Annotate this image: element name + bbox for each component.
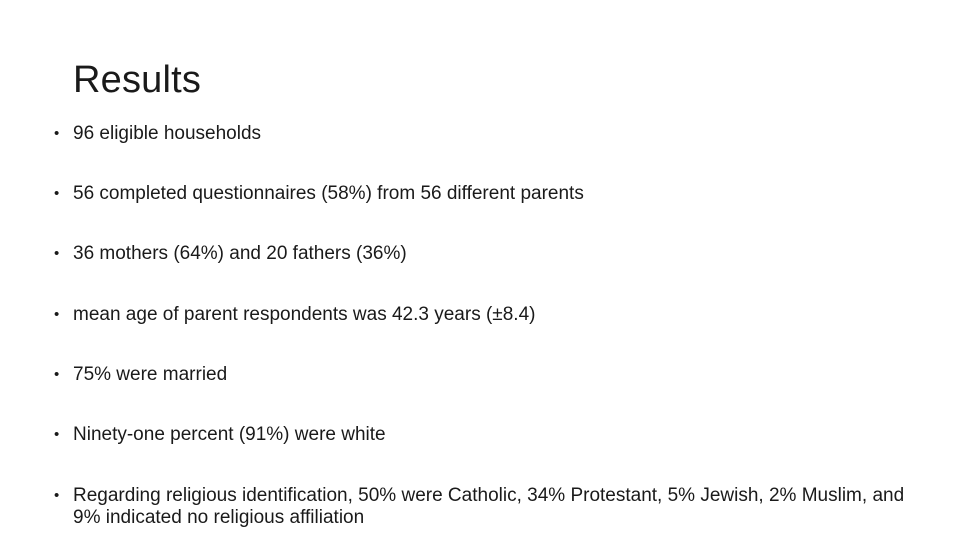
bullet-marker: • [54, 306, 60, 323]
bullet-item [54, 183, 914, 205]
bullet-text: Ninety-one percent (91%) were white [73, 424, 386, 445]
slide-title: Results [73, 59, 202, 101]
bullet-marker: • [54, 125, 60, 142]
bullet-text: Regarding religious identification, 50% were Catholic, 34% Protestant, 5% Jewish, 2% Muslim, and 9% indicated no religious affiliation [73, 485, 905, 528]
bullet-text: 36 mothers (64%) and 20 fathers (36%) [73, 243, 407, 264]
bullet-item [54, 243, 914, 265]
bullet-item [54, 364, 914, 386]
bullet-marker: • [54, 487, 60, 504]
bullet-text: 75% were married [73, 364, 228, 385]
bullet-item [54, 304, 914, 326]
bullet-text: mean age of parent respondents was 42.3 years (±8.4) [73, 304, 536, 325]
bullet-item [54, 424, 914, 446]
bullet-marker: • [54, 185, 60, 202]
bullet-marker: • [54, 426, 60, 443]
bullet-item [54, 123, 914, 145]
bullet-text: 96 eligible households [73, 123, 262, 144]
bullet-marker: • [54, 245, 60, 262]
bullet-text: 56 completed questionnaires (58%) from 56 different parents [73, 183, 584, 204]
bullet-item [54, 485, 914, 529]
bullet-marker: • [54, 366, 60, 383]
